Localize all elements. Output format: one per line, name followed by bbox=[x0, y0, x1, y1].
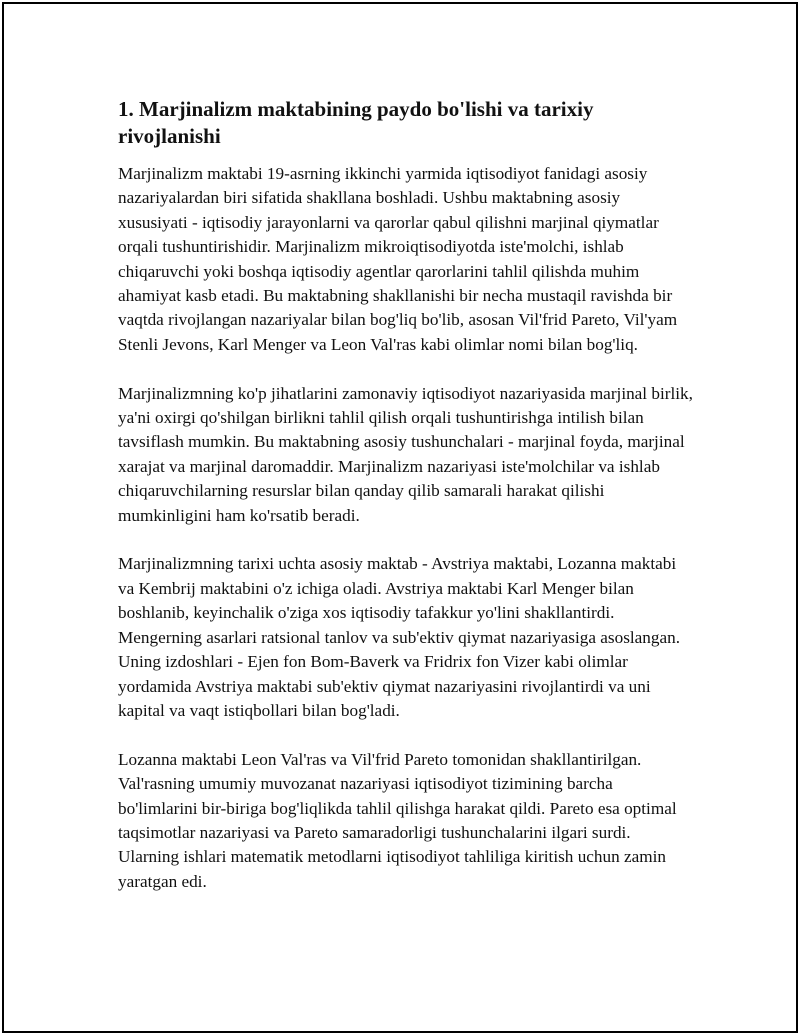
section-heading: 1. Marjinalizm maktabining paydo bo'lishi va tarixiy rivojlanishi bbox=[118, 97, 594, 148]
paragraph-2: Marjinalizmning ko'p jihatlarini zamonaviy iqtisodiyot nazariyasida marjinal birlik, ya'ni oxirgi qo'shilgan birlikni tahlil qilish orqali tushuntirishga intilish bilan tavsiflash mumkin. Bu maktabning asosiy tushunchalari - marjinal foyda, marjinal xarajat va marjinal daromaddir. Marjinalizm nazariyasi iste'molchilar va ishlab chiqaruvchilarning resurslar bilan qanday qilib samarali harakat qilishi mumkinligini ham ko'rsatib beradi. bbox=[118, 383, 693, 525]
document-body bbox=[118, 96, 693, 919]
paragraph-1: Marjinalizm maktabi 19-asrning ikkinchi yarmida iqtisodiyot fanidagi asosiy nazariyalardan biri sifatida shakllana boshladi. Ushbu maktabning asosiy xususiyati - iqtisodiy jarayonlarni va qarorlar qabul qilishni marjinal qiymatlar orqali tushuntirishidir. Marjinalizm mikroiqtisodiyotda iste'molchi, ishlab chiqaruvchi yoki boshqa iqtisodiy agentlar qarorlarini tahlil qilishda muhim ahamiyat kasb etadi. Bu maktabning shakllanishi bir necha mustaqil ravishda bir vaqtda rivojlangan nazariyalar bilan bog'liq bo'lib, asosan Vil'frid Pareto, Vil'yam Stenli Jevons, Karl Menger va Leon Val'ras kabi olimlar nomi bilan bog'liq. bbox=[118, 164, 678, 354]
paragraph-4: Lozanna maktabi Leon Val'ras va Vil'frid Pareto tomonidan shakllantirilgan. Val'rasning umumiy muvozanat nazariyasi iqtisodiyot tizimining barcha bo'limlarini bir-biriga bog'liqlikda tahlil qilishga harakat qildi. Pareto esa optimal taqsimotlar nazariyasi va Pareto samaradorligi tushunchalarini ilgari surdi. Ularning ishlari matematik metodlarni iqtisodiyot tahliliga kiritish uchun zamin yaratgan edi. bbox=[118, 749, 677, 891]
paragraph-3: Marjinalizmning tarixi uchta asosiy maktab - Avstriya maktabi, Lozanna maktabi va Kembrij maktabini o'z ichiga oladi. Avstriya maktabi Karl Menger bilan boshlanib, keyinchalik o'ziga xos iqtisodiy tafakkur yo'lini shakllantirdi. Mengerning asarlari ratsional tanlov va sub'ektiv qiymat nazariyasiga asoslangan. Uning izdoshlari - Ejen fon Bom-Baverk va Fridrix fon Vizer kabi olimlar yordamida Avstriya maktabi sub'ektiv qiymat nazariyasini rivojlantirdi va uni kapital va vaqt istiqbollari bilan bog'ladi. bbox=[118, 554, 680, 720]
